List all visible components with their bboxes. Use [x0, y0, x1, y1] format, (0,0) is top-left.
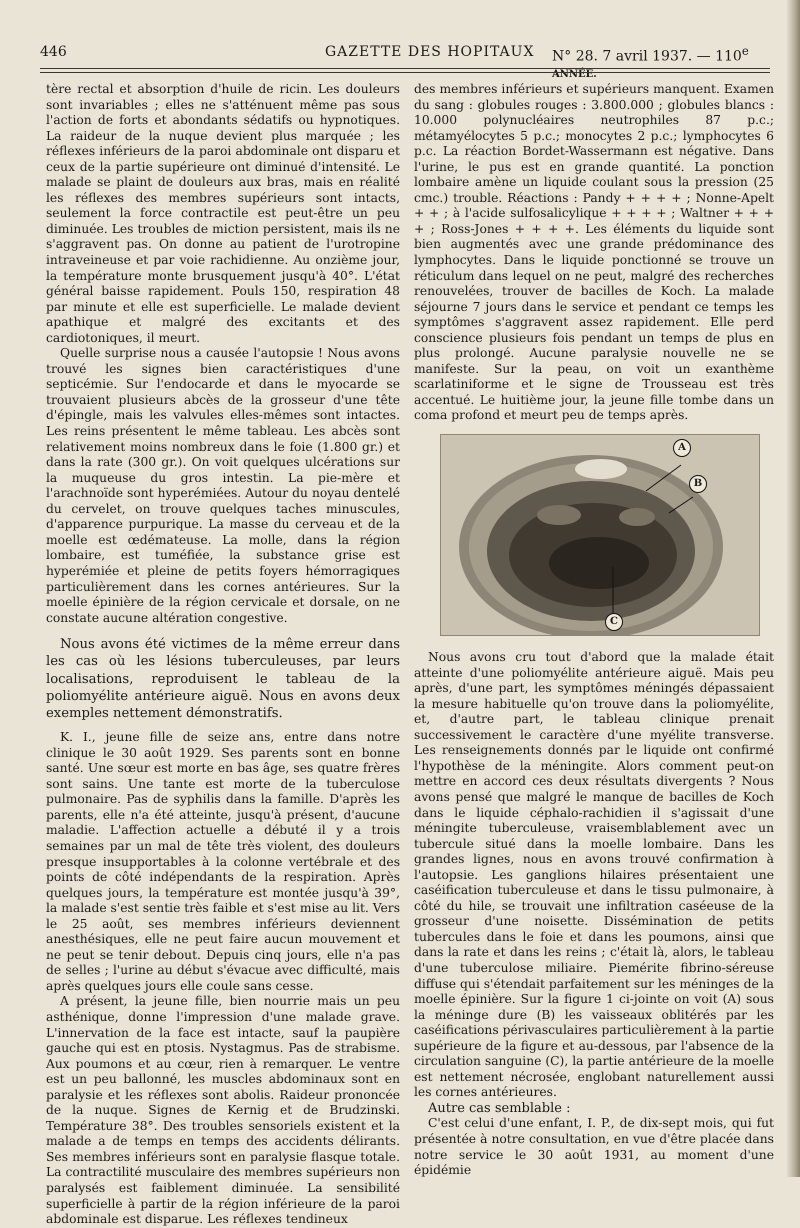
issue-annee: ANNÉE.	[552, 68, 597, 80]
page-number: 446	[40, 44, 67, 60]
paragraph: des membres inférieurs et supérieurs manquent. Examen du sang : globules rouges : 3.800.000 ; globules blancs : 10.000 polynucléaires neutrophiles 87 p.c.; métamyélocytes 5 p.c.; monocytes 2 p.c.; lymphocytes 6 p.c. La réaction Bordet-Wassermann est négative. Dans l'urine, le pus est en grande quantité. La ponction lombaire amène un liquide coulant sous la pression (25 cmc.) trouble. Réactions : Pandy + + + + ; Nonne-Apelt + + ; à l'acide sulfosalicylique + + + + ; Waltner + + + + ; Ross-Jones + + + +. Les éléments du liquide sont bien augmentés avec une grande prédominance des lymphocytes. Dans le liquide ponctionné se trouve un réticulum dans lequel on ne peut, malgré des recherches renouvelées, trouver de bacilles de Koch. La malade séjourne 7 jours dans le service et pendant ce temps les symptômes s'aggravent assez rapidement. Elle perd conscience plusieurs fois pendant un temps de plus en plus prolongé. Aucune paralysie nouvelle ne se manifeste. Sur la peau, on voit un exanthème scarlatiniforme et le signe de Trousseau est très accentué. Le huitième jour, la jeune fille tombe dans un coma profond et meurt peu de temps après.	[414, 82, 774, 423]
left-column	[46, 82, 400, 1228]
case-paragraph: K. I., jeune fille de seize ans, entre dans notre clinique le 30 août 1929. Ses parents sont en bonne santé. Une sœur est morte en bas âge, ses quatre frères sont sains. Une tante est morte de la tuberculose pulmonaire. Pas de syphilis dans la famille. D'après les parents, elle n'a été atteinte, jusqu'à présent, d'aucune maladie. L'affection actuelle a débuté il y a trois semaines par un mal de tête très violent, des douleurs presque insupportables à la colonne vertébrale et des points de côté indépendants de la respiration. Après quelques jours, la température est montée jusqu'à 39°, la malade s'est sentie très faible et s'est mise au lit. Vers le 25 août, ses membres inférieurs deviennent anesthésiques, elle ne peut faire aucun mouvement et ne peut se tenir debout. Depuis cinq jours, elle n'a pas de selles ; l'urine au début s'évacue avec difficulté, mais après quelques jours elle coule sans cesse.	[46, 730, 400, 993]
figure-label-c: C	[605, 613, 623, 631]
paragraph: A présent, la jeune fille, bien nourrie mais un peu asthénique, donne l'impression d'une malade grave. L'innervation de la face est intacte, sauf la paupière gauche qui est en ptosis. Nystagmus. Pas de strabisme. Aux poumons et au cœur, rien à remarquer. Le ventre est un peu ballonné, les muscles abdominaux sont en paralysie et les réflexes sont abolis. Raideur prononcée de la nuque. Signes de Kernig et de Brudzinski. Température 38°. Des troubles sensoriels existent et la malade a de temps en temps des accidents délirants. Ses membres inférieurs sont en paralysie flasque totale. La contractilité musculaire des membres supérieurs non paralysés est faiblement diminuée. La sensibilité superficielle à partir de la région inférieure de la paroi abdominale est disparue. Les réflexes tendineux	[46, 994, 400, 1227]
page-header	[40, 44, 770, 80]
right-column	[414, 82, 774, 1179]
header-rule-bottom	[40, 72, 770, 73]
paragraph: Nous avons cru tout d'abord que la malade était atteinte d'une poliomyélite antérieure aiguë. Mais peu après, d'une part, les symptômes méningés dépassaient la mesure habituelle qu'on trouve dans la poliomyélite, et, d'autre part, le tableau clinique prenait successivement le caractère d'une myélite transverse. Les renseignements donnés par le liquide ont confirmé l'hypothèse de la méningite. Alors comment peut-on mettre en accord ces deux résultats divergents ? Nous avons pensé que malgré le manque de bacilles de Koch dans le liquide céphalo-rachidien il s'agissait d'une méningite tuberculeuse, vraisemblablement avec un tubercule situé dans la moelle lombaire. Dans les grandes lignes, nous en avons trouvé confirmation à l'autopsie. Les ganglions hilaires présentaient une caséification tuberculeuse et dans le tissu pulmonaire, à côté du hile, se trouvait une infiltration caséeuse de la grosseur d'une noisette. Dissémination de petits tubercules dans le foie et dans les poumons, ainsi que dans la rate et dans les reins ; c'était là, alors, le tableau d'une tuberculose miliaire. Piemérite fibrino-séreuse diffuse qui s'étendait parfaitement sur les méninges de la moelle épinière. Sur la figure 1 ci-jointe on voit (A) sous la méninge dure (B) les vaisseaux oblitérés par les caséifications périvasculaires particulièrement à la partie supérieure de la figure et au-dessous, par l'absence de la circulation sanguine (C), la partie antérieure de la moelle est nettement nécrosée, englobant naturellement aussi les cornes antérieures.	[414, 650, 774, 1100]
figure-spinal-cord-section	[440, 434, 760, 636]
figure-label-a: A	[673, 439, 691, 457]
journal-title: GAZETTE DES HOPITAUX	[325, 44, 535, 60]
page-edge-shadow	[786, 0, 800, 1177]
figure-label-b: B	[689, 475, 707, 493]
header-rule-top	[40, 68, 770, 69]
issue-date: N° 28. 7 avril 1937. — 110	[552, 48, 742, 65]
paragraph: tère rectal et absorption d'huile de ricin. Les douleurs sont invariables ; elles ne s'atténuent même pas sous l'action de forts et abondants sédatifs ou hypnotiques. La raideur de la nuque devient plus marquée ; les réflexes inférieurs de la paroi abdominale ont disparu et ceux de la partie supérieure ont diminué d'intensité. Le malade se plaint de douleurs aux bras, mais en réalité les réflexes des membres supérieurs sont intacts, seulement la force contractile est peut-être un peu diminuée. Les troubles de miction persistent, mais ils ne s'aggravent pas. On donne au patient de l'urotropine intraveineuse et par voie rachidienne. Au onzième jour, la température monte brusquement jusqu'à 40°. L'état général baisse rapidement. Pouls 150, respiration 48 par minute et elle est superficielle. Le malade devient apathique et malgré des excitants et des cardiotoniques, il meurt.	[46, 82, 400, 345]
issue-ordinal: e	[741, 44, 749, 58]
spinal-cord-micrograph	[441, 435, 759, 635]
issue-info	[552, 44, 770, 81]
lead-paragraph: Nous avons été victimes de la même erreur dans les cas où les lésions tuberculeuses, par leurs localisations, reproduisent le tableau de la poliomyélite antérieure aiguë. Nous en avons deux exemples nettement démonstratifs.	[46, 637, 400, 721]
section-subheading: Autre cas semblable :	[428, 1100, 571, 1116]
paragraph: C'est celui d'une enfant, I. P., de dix-sept mois, qui fut présentée à notre consultation, en vue d'être placée dans notre service le 30 août 1931, au moment d'une épidémie	[414, 1116, 774, 1178]
paragraph: Quelle surprise nous a causée l'autopsie ! Nous avons trouvé les signes bien caractéristiques d'une septicémie. Sur l'endocarde et dans le myocarde se trouvaient plusieurs abcès de la grosseur d'une tête d'épingle, mais les valvules elles-mêmes sont intactes. Les reins présentent le même tableau. Les abcès sont relativement moins nombreux dans le foie (1.800 gr.) et dans la rate (300 gr.). On voit quelques ulcérations sur la muqueuse du gros intestin. La pie-mère et l'arachnoïde sont hyperémiées. Autour du noyau dentelé du cervelet, on trouve quelques taches minuscules, d'apparence purpurique. La masse du cerveau et de la moelle est œdémateuse. La molle, dans la région lombaire, est tuméfiée, la substance grise est hyperémiée et pleine de petits foyers hémorragiques particulièrement dans les cornes antérieures. Sur la moelle épinière de la région cervicale et dorsale, on ne constate aucune altération congestive.	[46, 346, 400, 625]
